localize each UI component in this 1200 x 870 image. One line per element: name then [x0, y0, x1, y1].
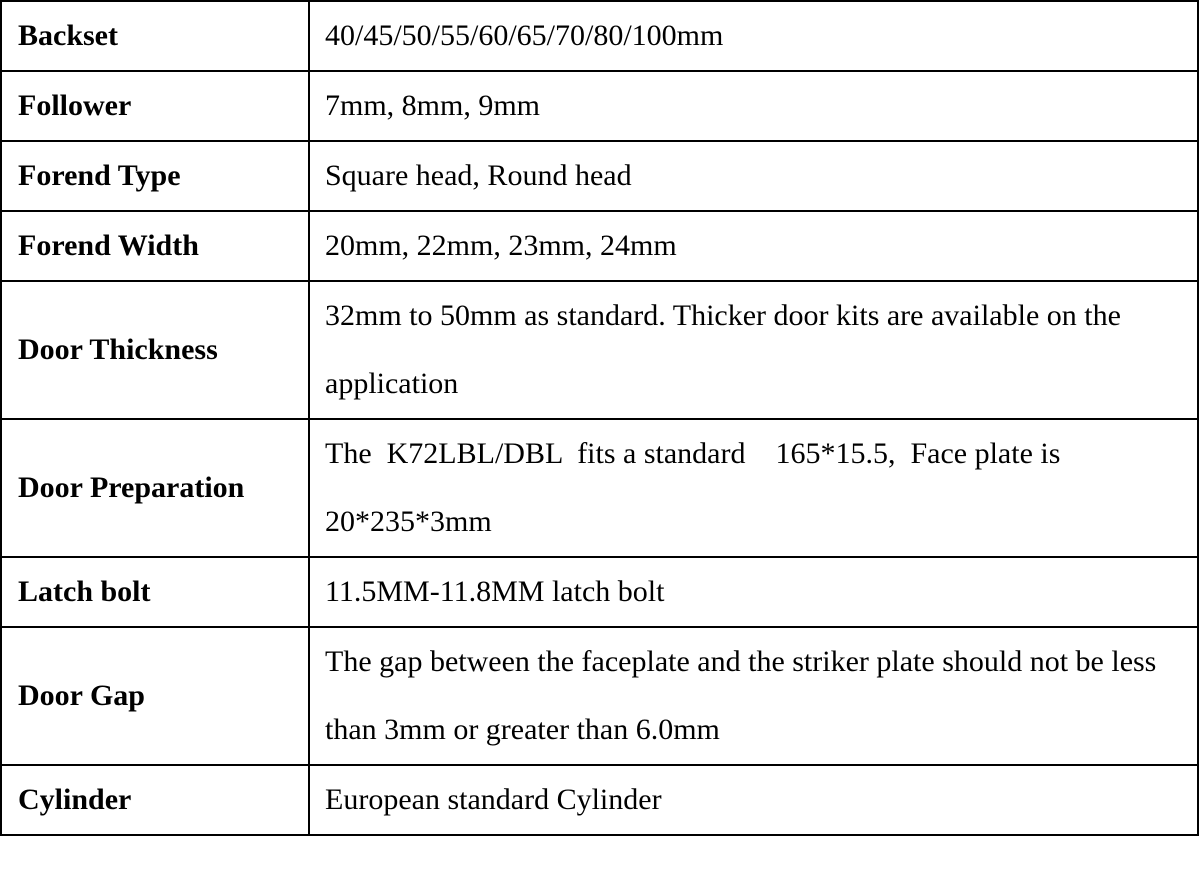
table-row-forend-width [1, 211, 1198, 281]
row-label: Door Preparation [1, 419, 309, 557]
table-row-backset [1, 1, 1198, 71]
row-value: 32mm to 50mm as standard. Thicker door kits are available on the application [309, 281, 1198, 419]
row-value: Square head, Round head [309, 141, 1198, 211]
row-label: Door Thickness [1, 281, 309, 419]
table-row-door-gap [1, 627, 1198, 765]
row-label: Latch bolt [1, 557, 309, 627]
row-value: The gap between the faceplate and the striker plate should not be less than 3mm or greater than 6.0mm [309, 627, 1198, 765]
row-value: The K72LBL/DBL fits a standard 165*15.5, Face plate is 20*235*3mm [309, 419, 1198, 557]
row-label: Follower [1, 71, 309, 141]
row-label: Cylinder [1, 765, 309, 835]
table-row-forend-type [1, 141, 1198, 211]
row-label: Forend Width [1, 211, 309, 281]
table-row-door-thickness [1, 281, 1198, 419]
row-value: 7mm, 8mm, 9mm [309, 71, 1198, 141]
table-row-latch-bolt [1, 557, 1198, 627]
table-row-follower [1, 71, 1198, 141]
row-value: 40/45/50/55/60/65/70/80/100mm [309, 1, 1198, 71]
row-value: 20mm, 22mm, 23mm, 24mm [309, 211, 1198, 281]
table-row-cylinder [1, 765, 1198, 835]
row-label: Backset [1, 1, 309, 71]
row-label: Door Gap [1, 627, 309, 765]
row-value: 11.5MM-11.8MM latch bolt [309, 557, 1198, 627]
row-label: Forend Type [1, 141, 309, 211]
row-value: European standard Cylinder [309, 765, 1198, 835]
table-row-door-preparation [1, 419, 1198, 557]
